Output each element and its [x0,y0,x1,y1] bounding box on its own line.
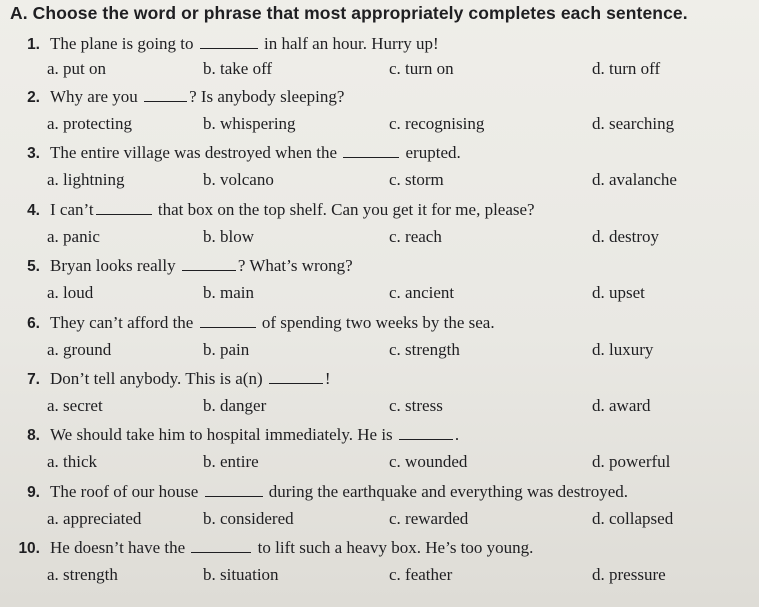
question-9 [0,482,759,506]
option-d: d. avalanche [592,170,677,189]
question-number: 10. [18,540,40,557]
question-stem [50,313,495,333]
question-6 [0,313,759,337]
question-number: 4. [27,202,40,219]
option-c: c. stress [389,396,443,415]
options-row [0,396,759,420]
option-c: c. wounded [389,452,468,471]
question-stem [50,425,459,445]
stem-after: ? What’s wrong? [237,256,353,275]
option-b: b. entire [203,452,259,471]
options-row [0,114,759,138]
answer-blank [399,425,453,440]
options-row [0,452,759,476]
option-b: b. whispering [203,114,296,133]
question-stem [50,369,331,389]
stem-after: during the earthquake and everything was destroyed. [268,482,628,501]
answer-blank [96,200,152,215]
question-number: 5. [27,258,40,275]
answer-blank [191,538,251,553]
question-stem [50,34,439,54]
stem-after: that box on the top shelf. Can you get it for me, please? [157,200,535,219]
stem-after: in half an hour. Hurry up! [264,34,439,53]
question-10 [0,538,759,562]
options-row [0,340,759,364]
option-c: c. rewarded [389,509,469,528]
option-b: b. considered [203,509,294,528]
option-d: d. luxury [592,340,654,359]
options-row [0,565,759,589]
option-b: b. blow [203,227,254,246]
option-b: b. volcano [203,170,274,189]
option-c: c. storm [389,170,444,189]
stem-after: erupted. [405,143,461,162]
option-a: a. strength [47,565,118,584]
question-8 [0,425,759,449]
question-7 [0,369,759,393]
stem-before: Why are you [50,87,138,106]
question-number: 2. [27,89,40,106]
option-a: a. lightning [47,170,125,189]
option-b: b. pain [203,340,250,359]
option-b: b. take off [203,59,273,78]
answer-blank [200,34,258,49]
stem-before: Don’t tell anybody. This is a(n) [50,369,263,388]
stem-before: They can’t afford the [50,313,194,332]
stem-after: to lift such a heavy box. He’s too young. [257,538,534,557]
stem-before: The roof of our house [50,482,199,501]
question-4 [0,200,759,224]
option-c: c. strength [389,340,460,359]
question-5 [0,256,759,280]
question-number: 7. [27,371,40,388]
option-a: a. protecting [47,114,132,133]
question-number: 8. [27,427,40,444]
option-b: b. danger [203,396,267,415]
option-a: a. put on [47,59,107,78]
option-d: d. award [592,396,651,415]
option-b: b. situation [203,565,279,584]
options-row [0,59,759,83]
option-a: a. secret [47,396,103,415]
question-stem [50,200,535,220]
stem-after: . [454,425,460,444]
answer-blank [269,369,323,384]
options-row [0,227,759,251]
option-a: a. ground [47,340,112,359]
options-row [0,509,759,533]
answer-blank [144,87,187,102]
question-number: 9. [27,484,40,501]
question-1 [0,34,759,58]
stem-after: ! [324,369,331,388]
option-c: c. feather [389,565,453,584]
question-number: 3. [27,145,40,162]
stem-before: I can’t [50,200,94,219]
option-a: a. thick [47,452,98,471]
stem-before: The entire village was destroyed when the [50,143,338,162]
stem-before: Bryan looks really [50,256,176,275]
option-d: d. searching [592,114,675,133]
question-stem [50,143,461,163]
answer-blank [182,256,236,271]
option-d: d. turn off [592,59,661,78]
stem-after: of spending two weeks by the sea. [261,313,495,332]
stem-before: The plane is going to [50,34,194,53]
option-d: d. destroy [592,227,660,246]
stem-after: ? Is anybody sleeping? [189,87,345,106]
option-a: a. appreciated [47,509,142,528]
answer-blank [200,313,256,328]
option-c: c. recognising [389,114,485,133]
question-3 [0,143,759,167]
option-d: d. pressure [592,565,666,584]
stem-before: He doesn’t have the [50,538,186,557]
question-number: 1. [27,36,40,53]
options-row [0,170,759,194]
option-d: d. upset [592,283,645,302]
stem-before: We should take him to hospital immediately. He is [50,425,393,444]
option-d: d. collapsed [592,509,674,528]
question-2 [0,87,759,111]
option-a: a. loud [47,283,94,302]
section-heading: A. Choose the word or phrase that most appropriately completes each sentence. [10,3,688,23]
question-stem [50,87,344,107]
option-a: a. panic [47,227,100,246]
option-b: b. main [203,283,254,302]
question-number: 6. [27,315,40,332]
question-stem [50,482,628,502]
answer-blank [205,482,263,497]
option-d: d. powerful [592,452,671,471]
option-c: c. ancient [389,283,455,302]
option-c: c. reach [389,227,442,246]
question-stem [50,538,533,558]
options-row [0,283,759,307]
answer-blank [343,143,399,158]
question-stem [50,256,353,276]
option-c: c. turn on [389,59,454,78]
